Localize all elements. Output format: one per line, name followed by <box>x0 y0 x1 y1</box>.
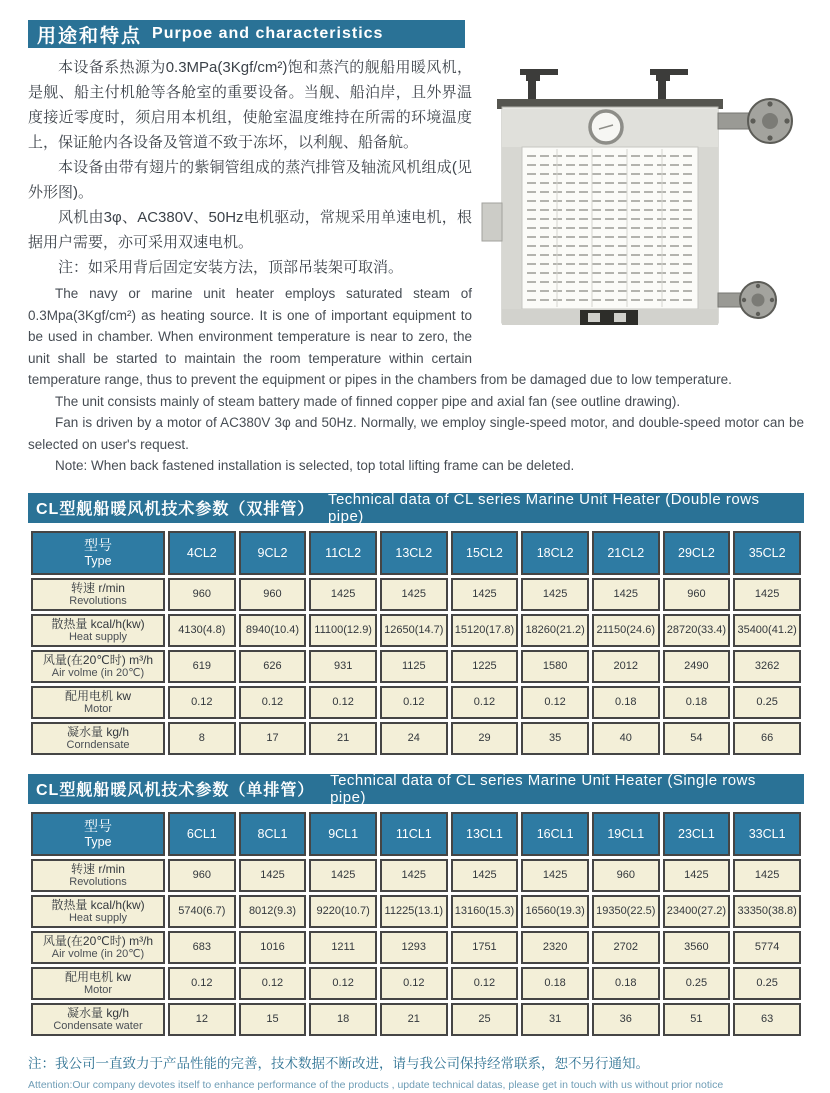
spec-value-cell: 0.12 <box>451 967 519 1000</box>
product-photo <box>482 55 804 360</box>
spec-value-cell: 1425 <box>380 859 448 892</box>
table-title-en: Technical data of CL series Marine Unit Heater (Double rows pipe) <box>327 490 760 525</box>
spec-value-cell: 1425 <box>309 578 377 611</box>
spec-row <box>31 650 801 683</box>
spec-value-cell: 0.18 <box>663 686 731 719</box>
spec-row <box>31 859 801 892</box>
spec-value-cell: 51 <box>663 1003 731 1036</box>
spec-value-cell: 29 <box>451 722 519 755</box>
model-header-cell: 35CL2 <box>733 531 801 575</box>
spec-value-cell: 960 <box>239 578 307 611</box>
spec-value-cell: 19350(22.5) <box>592 895 660 928</box>
spec-label-zh: 凝水量 kg/h <box>66 724 130 739</box>
spec-label-en: Motor <box>83 702 113 715</box>
type-header-zh: 型号 <box>84 536 112 553</box>
spec-label-cell <box>31 931 165 964</box>
model-header-cell: 11CL2 <box>309 531 377 575</box>
spec-label-zh: 配用电机 kw <box>64 969 131 984</box>
spec-value-cell: 36 <box>592 1003 660 1036</box>
spec-value-cell: 0.12 <box>309 686 377 719</box>
spec-value-cell: 0.12 <box>168 967 236 1000</box>
spec-value-cell: 3262 <box>733 650 801 683</box>
spec-row <box>31 722 801 755</box>
spec-value-cell: 0.12 <box>239 686 307 719</box>
spec-value-cell: 28720(33.4) <box>663 614 731 647</box>
spec-label-cell <box>31 650 165 683</box>
spec-value-cell: 15 <box>239 1003 307 1036</box>
spec-value-cell: 3560 <box>663 931 731 964</box>
spec-value-cell: 1425 <box>521 578 589 611</box>
spec-value-cell: 25 <box>451 1003 519 1036</box>
spec-value-cell: 23400(27.2) <box>663 895 731 928</box>
spec-label-cell <box>31 578 165 611</box>
spec-label-cell <box>31 614 165 647</box>
spec-value-cell: 2490 <box>663 650 731 683</box>
spec-value-cell: 0.25 <box>733 686 801 719</box>
spec-value-cell: 0.12 <box>380 967 448 1000</box>
spec-value-cell: 13160(15.3) <box>451 895 519 928</box>
spec-value-cell: 0.18 <box>592 967 660 1000</box>
spec-value-cell: 2320 <box>521 931 589 964</box>
spec-value-cell: 31 <box>521 1003 589 1036</box>
spec-label-en: Condensate water <box>53 1019 143 1032</box>
model-header-cell: 21CL2 <box>592 531 660 575</box>
spec-table-single-rows <box>28 809 804 1039</box>
type-header-en: Type <box>84 834 112 849</box>
spec-row <box>31 1003 801 1036</box>
spec-value-cell: 8940(10.4) <box>239 614 307 647</box>
model-header-row <box>31 812 801 856</box>
spec-value-cell: 1125 <box>380 650 448 683</box>
page-title-zh: 用途和特点 <box>37 25 143 47</box>
spec-value-cell: 1211 <box>309 931 377 964</box>
steam-inlet-flange-icon <box>718 99 792 143</box>
spec-value-cell: 960 <box>663 578 731 611</box>
model-header-cell: 15CL2 <box>451 531 519 575</box>
intro-paragraph-zh: 本设备系热源为0.3MPa(3Kgf/cm²)饱和蒸汽的舰船用暖风机，是舰、船主付机舱等各舱室的重要设备。当舰、船泊岸，且外界温度接近零度时，须启用本机组，使舱室温度维持在所需的环境温度上，保证舱内各设备及管道不致于冻坏，以利舰、船备航。 <box>28 59 472 151</box>
intro-note-en: Note: When back fastened installation is selected, top total lifting frame can be deleted. <box>55 458 575 473</box>
footer-note <box>28 1055 804 1093</box>
spec-row <box>31 895 801 928</box>
condensate-outlet-flange-icon <box>718 282 776 318</box>
spec-value-cell: 11100(12.9) <box>309 614 377 647</box>
spec-value-cell: 5774 <box>733 931 801 964</box>
spec-value-cell: 12 <box>168 1003 236 1036</box>
model-header-cell: 23CL1 <box>663 812 731 856</box>
spec-value-cell: 0.18 <box>521 967 589 1000</box>
spec-value-cell: 1425 <box>451 578 519 611</box>
intro-paragraph-en: The navy or marine unit heater employs saturated steam of 0.3Mpa(3Kgf/cm²) as heating source. It is one of important equipment to be used in chamber. When environment temperature is near to zero, the unit shall be started to maintain the room temperature within certain temperature range, thus to prevent the equipment or pipes in the chambers from be damaged due to low temperature. <box>28 286 732 387</box>
spec-row <box>31 686 801 719</box>
spec-value-cell: 0.18 <box>592 686 660 719</box>
spec-value-cell: 0.25 <box>733 967 801 1000</box>
intro-paragraph-en: The unit consists mainly of steam battery made of finned copper pipe and axial fan (see outline drawing). <box>55 393 681 409</box>
spec-label-cell <box>31 895 165 928</box>
spec-value-cell: 2702 <box>592 931 660 964</box>
side-junction-box <box>482 203 502 241</box>
spec-row <box>31 578 801 611</box>
model-header-cell: 29CL2 <box>663 531 731 575</box>
intro-paragraph-en: Fan is driven by a motor of AC380V 3φ and 50Hz. Normally, we employ single-speed motor, and double-speed motor can be selected on user's request. <box>28 415 804 452</box>
spec-label-en: Heat supply <box>68 630 128 643</box>
spec-label-en: Air volme (in 20℃) <box>51 947 145 960</box>
spec-value-cell: 1425 <box>380 578 448 611</box>
spec-value-cell: 0.12 <box>168 686 236 719</box>
spec-value-cell: 0.12 <box>239 967 307 1000</box>
spec-value-cell: 1425 <box>663 859 731 892</box>
spec-label-en: Air volme (in 20℃) <box>51 666 145 679</box>
spec-value-cell: 2012 <box>592 650 660 683</box>
louver-grille <box>522 147 698 309</box>
spec-value-cell: 0.12 <box>451 686 519 719</box>
spec-value-cell: 1425 <box>239 859 307 892</box>
model-header-cell: 13CL1 <box>451 812 519 856</box>
intro-section <box>28 55 804 477</box>
spec-label-zh: 转速 r/min <box>70 580 125 595</box>
page-title-en: Purpoe and characteristics <box>152 25 384 42</box>
spec-value-cell: 18 <box>309 1003 377 1036</box>
spec-value-cell: 1425 <box>733 859 801 892</box>
model-header-row <box>31 531 801 575</box>
table-title-zh: CL型舰船暖风机技术参数（双排管） <box>36 501 315 518</box>
spec-row <box>31 967 801 1000</box>
spec-value-cell: 0.12 <box>380 686 448 719</box>
table-title-double-rows <box>28 490 804 525</box>
spec-value-cell: 63 <box>733 1003 801 1036</box>
spec-label-cell <box>31 686 165 719</box>
spec-label-zh: 凝水量 kg/h <box>66 1005 130 1020</box>
spec-value-cell: 0.12 <box>521 686 589 719</box>
model-header-cell: 4CL2 <box>168 531 236 575</box>
spec-value-cell: 0.12 <box>309 967 377 1000</box>
spec-label-cell <box>31 859 165 892</box>
spec-label-en: Revolutions <box>69 594 127 607</box>
spec-table-double-rows <box>28 528 804 758</box>
spec-value-cell: 17 <box>239 722 307 755</box>
spec-value-cell: 15120(17.8) <box>451 614 519 647</box>
spec-value-cell: 35400(41.2) <box>733 614 801 647</box>
model-header-cell: 18CL2 <box>521 531 589 575</box>
spec-value-cell: 683 <box>168 931 236 964</box>
spec-value-cell: 18260(21.2) <box>521 614 589 647</box>
model-header-cell: 33CL1 <box>733 812 801 856</box>
type-header-cell <box>31 812 165 856</box>
control-panel <box>580 310 638 325</box>
footer-note-zh: 注：我公司一直致力于产品性能的完善，技术数据不断改进，请与我公司保持经常联系，恕不另行通知。 <box>28 1055 649 1071</box>
spec-value-cell: 1425 <box>451 859 519 892</box>
spec-row <box>31 614 801 647</box>
intro-paragraph-zh: 本设备由带有翅片的紫铜管组成的蒸汽排管及轴流风机组成(见外形图)。 <box>28 159 472 201</box>
spec-value-cell: 1293 <box>380 931 448 964</box>
model-header-cell: 8CL1 <box>239 812 307 856</box>
spec-value-cell: 1016 <box>239 931 307 964</box>
spec-label-en: Heat supply <box>68 911 128 924</box>
spec-value-cell: 24 <box>380 722 448 755</box>
spec-value-cell: 619 <box>168 650 236 683</box>
intro-note-zh: 注：如采用背后固定安装方法，顶部吊装架可取消。 <box>58 259 404 276</box>
spec-label-zh: 配用电机 kw <box>64 688 131 703</box>
spec-value-cell: 626 <box>239 650 307 683</box>
spec-label-zh: 转速 r/min <box>70 861 125 876</box>
mounting-bracket-icon <box>520 69 688 101</box>
footer-note-en: Attention:Our company devotes itself to enhance performance of the products , update technical datas, please get in touch with us without prior notice <box>28 1078 724 1091</box>
model-header-cell: 9CL1 <box>309 812 377 856</box>
spec-value-cell: 1425 <box>521 859 589 892</box>
spec-value-cell: 1425 <box>733 578 801 611</box>
spec-value-cell: 1225 <box>451 650 519 683</box>
table-title-single-rows <box>28 771 804 806</box>
spec-label-en: Revolutions <box>69 875 127 888</box>
spec-value-cell: 21 <box>380 1003 448 1036</box>
spec-value-cell: 4130(4.8) <box>168 614 236 647</box>
spec-value-cell: 66 <box>733 722 801 755</box>
table-block-single-rows <box>28 771 804 1039</box>
spec-value-cell: 8012(9.3) <box>239 895 307 928</box>
table-block-double-rows <box>28 490 804 758</box>
spec-value-cell: 33350(38.8) <box>733 895 801 928</box>
model-header-cell: 16CL1 <box>521 812 589 856</box>
spec-value-cell: 1425 <box>592 578 660 611</box>
unit-right-column <box>698 147 718 309</box>
spec-value-cell: 5740(6.7) <box>168 895 236 928</box>
spec-value-cell: 35 <box>521 722 589 755</box>
table-title-zh: CL型舰船暖风机技术参数（单排管） <box>36 782 315 799</box>
spec-value-cell: 960 <box>592 859 660 892</box>
spec-label-zh: 风量(在20℃时) m³/h <box>42 652 154 667</box>
spec-value-cell: 54 <box>663 722 731 755</box>
spec-value-cell: 12650(14.7) <box>380 614 448 647</box>
spec-value-cell: 21150(24.6) <box>592 614 660 647</box>
model-header-cell: 11CL1 <box>380 812 448 856</box>
spec-label-cell <box>31 1003 165 1036</box>
spec-value-cell: 9220(10.7) <box>309 895 377 928</box>
unit-left-column <box>502 147 522 309</box>
spec-value-cell: 931 <box>309 650 377 683</box>
spec-row <box>31 931 801 964</box>
spec-value-cell: 1425 <box>309 859 377 892</box>
model-header-cell: 9CL2 <box>239 531 307 575</box>
model-header-cell: 6CL1 <box>168 812 236 856</box>
spec-value-cell: 1580 <box>521 650 589 683</box>
spec-label-cell <box>31 722 165 755</box>
spec-value-cell: 11225(13.1) <box>380 895 448 928</box>
spec-label-cell <box>31 967 165 1000</box>
spec-label-zh: 散热量 kcal/h(kw) <box>51 897 145 912</box>
spec-value-cell: 960 <box>168 859 236 892</box>
spec-label-en: Motor <box>83 983 113 996</box>
type-header-en: Type <box>84 553 112 568</box>
model-header-cell: 13CL2 <box>380 531 448 575</box>
spec-value-cell: 0.25 <box>663 967 731 1000</box>
spec-value-cell: 40 <box>592 722 660 755</box>
page-title <box>28 20 465 48</box>
spec-value-cell: 8 <box>168 722 236 755</box>
intro-paragraph-zh: 风机由3φ、AC380V、50Hz电机驱动，常规采用单速电机，根据用户需要，亦可采用双速电机。 <box>28 209 472 251</box>
spec-label-zh: 散热量 kcal/h(kw) <box>51 616 145 631</box>
type-header-cell <box>31 531 165 575</box>
table-title-en: Technical data of CL series Marine Unit Heater (Single rows pipe) <box>330 771 756 806</box>
spec-label-zh: 风量(在20℃时) m³/h <box>42 933 154 948</box>
pressure-gauge-icon <box>590 111 622 143</box>
spec-value-cell: 960 <box>168 578 236 611</box>
type-header-zh: 型号 <box>84 817 112 834</box>
model-header-cell: 19CL1 <box>592 812 660 856</box>
spec-value-cell: 16560(19.3) <box>521 895 589 928</box>
spec-label-en: Corndensate <box>66 738 130 751</box>
spec-value-cell: 1751 <box>451 931 519 964</box>
spec-value-cell: 21 <box>309 722 377 755</box>
heater-unit-illustration <box>482 55 804 360</box>
